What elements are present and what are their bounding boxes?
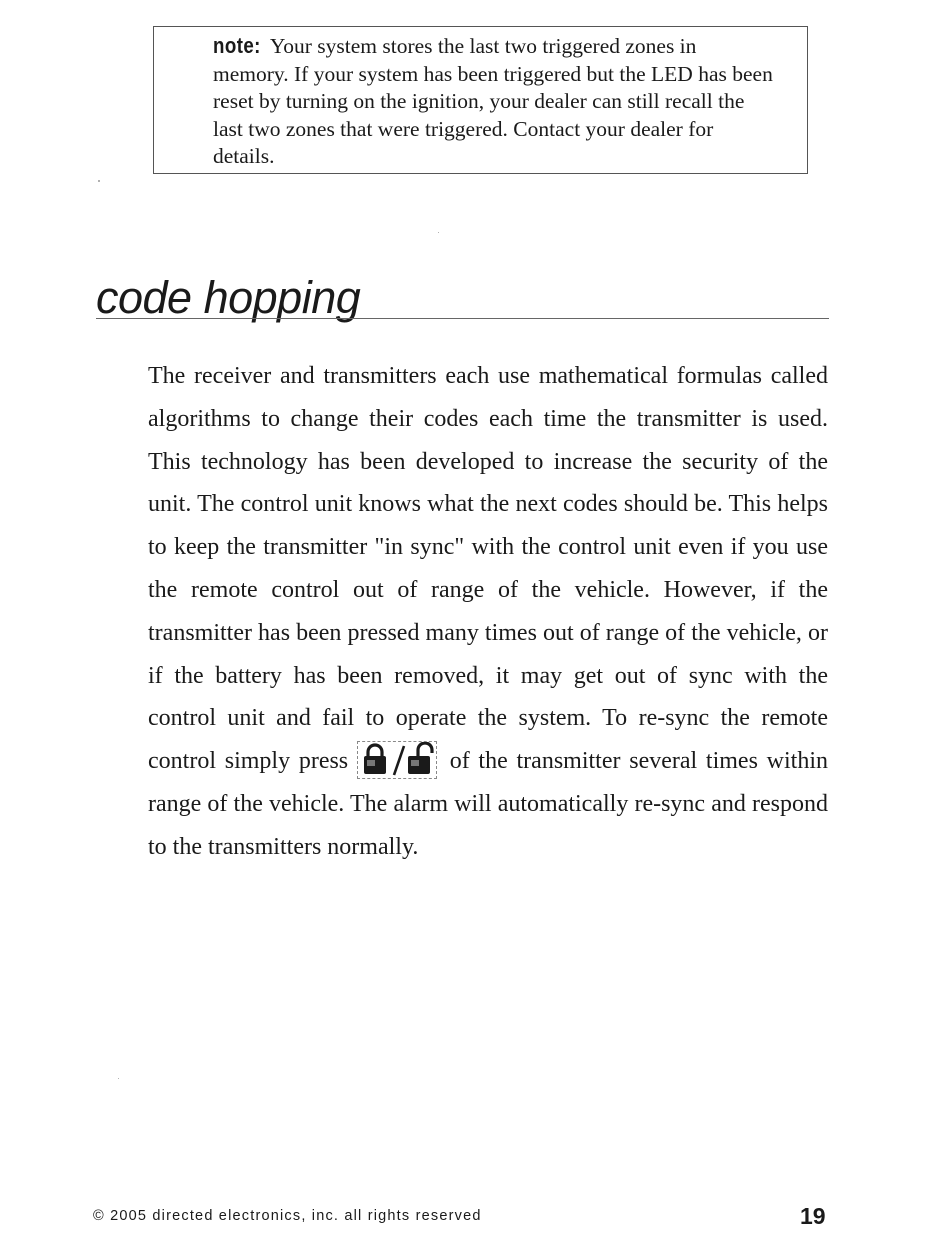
body-text-part-2: of the transmitter several times within range of the vehicle. The alarm will automatically re-sync and respond to the transmitters normally. [148, 748, 829, 860]
page-number: 19 [800, 1203, 826, 1229]
footer-copyright: © 2005 directed electronics, inc. all rights reserved [93, 1208, 482, 1224]
note-text [213, 32, 773, 171]
note-label: note: [213, 33, 261, 58]
title-rule [96, 318, 829, 319]
section-title: code hopping [96, 272, 361, 323]
body-paragraph [148, 355, 828, 869]
scan-speck [118, 1078, 119, 1079]
scan-speck [438, 232, 439, 233]
note-box [153, 26, 808, 174]
lock-unlock-icon [357, 741, 437, 779]
body-text-part-1: The receiver and transmitters each use mathematical formulas called algorithms to change their codes each time the transmitter is used. This technology has been developed to increase the security of the unit. The control unit knows what the next codes should be. This helps to keep the transmitter "in sync" with the control unit even if you use the remote control out of range of the vehicle. However, if the transmitter has been pressed many times out of range of the vehicle, or if the battery has been removed, it may get out of sync with the control unit and fail to operate the system. To re-sync the remote control simply press [148, 363, 828, 775]
note-body: Your system stores the last two triggered zones in memory. If your system has been triggered but the LED has been reset by turning on the ignition, your dealer can still recall the last two zones that were triggered. Contact your dealer for details. [213, 34, 773, 168]
scan-speck [98, 180, 100, 182]
